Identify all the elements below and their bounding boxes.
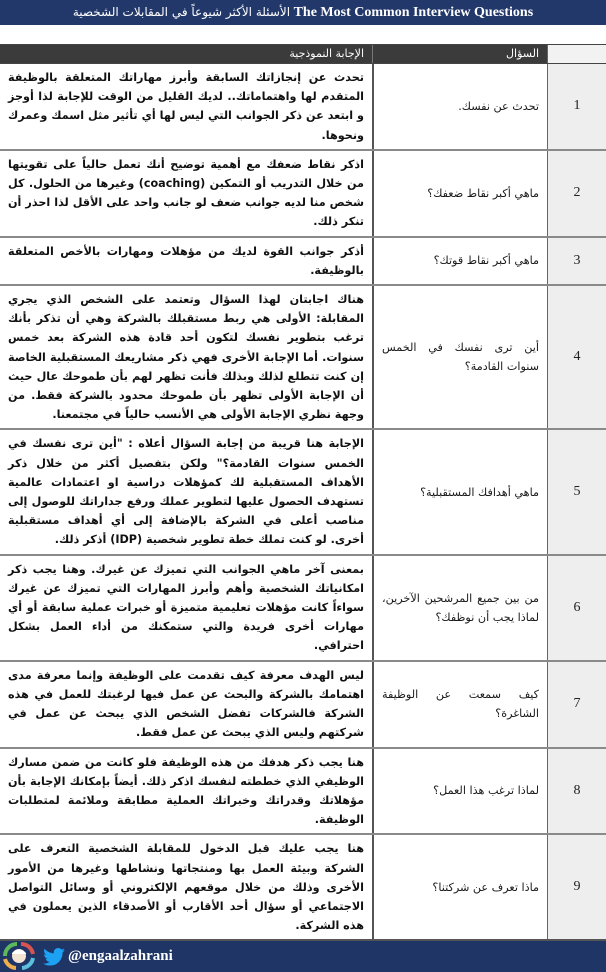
row-answer	[0, 430, 372, 553]
question-text: تحدث عن نفسك.	[458, 99, 539, 113]
row-answer	[0, 151, 372, 236]
table-row	[0, 151, 606, 238]
row-number: 4	[547, 286, 606, 428]
table-header-row	[0, 45, 606, 64]
row-number: 1	[547, 64, 606, 149]
header-question	[372, 45, 547, 63]
row-answer	[0, 238, 372, 284]
row-question	[372, 749, 547, 834]
row-number: 7	[547, 662, 606, 747]
row-number: 6	[547, 556, 606, 660]
question-text: ماهي أهدافك المستقبلية؟	[420, 485, 539, 499]
table-row	[0, 64, 606, 151]
answer-text: تحدث عن إنجازاتك السابقة وأبرز مهاراتك المتعلقة بالوظيفة المتقدم لها واهتماماتك.. لديك القليل من الوقت للإجابة لذا أوجز و ابتعد عن ذكر الجوانب التي ليس لها أي تأثير مثل اسمك وعمرك ونحوها.	[8, 71, 364, 142]
row-question	[372, 662, 547, 747]
row-answer	[0, 835, 372, 939]
row-answer	[0, 556, 372, 660]
question-text: ماذا تعرف عن شركتنا؟	[432, 880, 539, 894]
row-question	[372, 835, 547, 939]
question-text: لماذا ترغب هذا العمل؟	[433, 784, 539, 798]
row-number: 9	[547, 835, 606, 939]
title-english: The Most Common Interview Questions	[293, 5, 534, 20]
header-number	[547, 45, 606, 63]
header-answer-label: الإجابة النموذجية	[289, 47, 364, 60]
table-row	[0, 662, 606, 749]
row-number: 5	[547, 430, 606, 553]
row-question	[372, 430, 547, 553]
answer-text: هنا يجب ذكر هدفك من هذه الوظيفة فلو كانت من ضمن مسارك الوظيفي الذي خططته لنفسك اذكر ذلك. أيضاً بإمكانك الإجابة بأن مؤهلاتك وقدراتك وخبراتك العملية مطابقة وملائمة لمتطلبات الوظيفة.	[8, 755, 364, 827]
question-text: كيف سمعت عن الوظيفة الشاغرة؟	[382, 688, 539, 721]
row-answer	[0, 286, 372, 428]
header-answer	[0, 45, 372, 63]
question-text: ماهي أكبر نقاط قوتك؟	[433, 254, 539, 268]
twitter-bird-icon	[43, 948, 65, 966]
row-answer	[0, 64, 372, 149]
table-row	[0, 430, 606, 555]
answer-text: اذكر نقاط ضعفك مع أهمية توضيح أنك تعمل حالياً على تقويتها من خلال التدريب أو التمكين (coaching) وغيرها من الحلول. كل شخص منا لديه جوانب ضعف لو جانب واحد على الأقل لذا احذر أن تنكر ذلك.	[8, 157, 364, 229]
page-title	[0, 0, 606, 25]
row-answer	[0, 749, 372, 834]
row-answer	[0, 662, 372, 747]
table-row	[0, 749, 606, 836]
row-question	[372, 286, 547, 428]
table-row	[0, 238, 606, 286]
footer-wrap	[0, 939, 606, 972]
row-number: 3	[547, 238, 606, 284]
question-text: من بين جميع المرشحين الآخرين، لماذا يجب أن نوظفك؟	[382, 591, 539, 624]
answer-text: أذكر جوانب القوة لديك من مؤهلات ومهارات بالأخص المتعلقة بالوظيفة.	[8, 244, 364, 277]
answer-text: هناك اجابتان لهذا السؤال وتعتمد على الشخص الذي يجري المقابلة: الأولى هي ربط مستقبلك بالشركة وهي أن تذكر بأنك ترغب بتطوير نفسك لتكون أحد قادة هذه الشركة بعد خمس سنوات. أما الإجابة الأخرى فهي ذكر مشاريعك المستقبلية الخاصة إن كنت تتطلع لذلك وبذلك فأنت تظهر لهم بأن طموحك عال حيث أن الإجابة الأولى تظهر بأن طموحك محدود بالشركة فقط. من وجهة نظري الإجابة الأولى هي الأنسب حالياً في مجتمعنا.	[8, 293, 364, 422]
row-question	[372, 64, 547, 149]
row-number: 8	[547, 749, 606, 834]
table-row	[0, 286, 606, 430]
answer-text: ليس الهدف معرفة كيف تقدمت على الوظيفة وإنما معرفة مدى اهتمامك بالشركة والبحث عن عمل فيها لرغبتك للعمل في هذه الشركة فالشركات تفضل الشخص الذي يبحث عن عمل في شركتهم وليس الذي يبحث عن عمل فقط.	[8, 668, 364, 740]
question-text: أين ترى نفسك في الخمس سنوات القادمة؟	[382, 341, 539, 374]
row-number: 2	[547, 151, 606, 236]
table-row	[0, 835, 606, 939]
header-question-label: السؤال	[506, 47, 539, 60]
title-spacer	[0, 25, 606, 44]
answer-text: بمعنى آخر ماهي الجوانب التي تميزك عن غيرك. وهنا يجب ذكر امكانياتك الشخصية وأهم وأبرز المهارات التي تميزك عن غيرك سواءاً كانت مؤهلات تعليمية متميزة أو خبرات عملية سابقة أو أي مهارات أخرى فريدة والتي ستمكنك من أداء العمل بشكل احترافي.	[8, 562, 364, 653]
table-row	[0, 556, 606, 662]
title-arabic: الأسئلة الأكثر شيوعاً في المقابلات الشخصية	[72, 5, 291, 19]
answer-text: هنا يجب عليك قبل الدخول للمقابلة الشخصية التعرف على الشركة وبيئة العمل بها ومنتجاتها ونشاطها وغيرها من الأمور الأخرى وذلك من خلال موقعهم الإلكتروني أو وسائل التواصل الاجتماعي أو سؤال أحد الأقارب أو الأصدقاء الذين يعملون في هذه الشركة.	[8, 842, 364, 933]
answer-text: الإجابة هنا قريبة من إجابة السؤال أعلاه : "أين ترى نفسك في الخمس سنوات القادمة؟" ولكن بتفصيل أكثر من خلال ذكر الأهداف المستقبلية لك كمؤهلات دراسية او اعتمادات عالمية تستهدف الحصول عليها لتطوير عملك ورفع جداراتك للوصول إلى مناصب أعلى في الشركة بالإضافة إلى أي أهداف مستقبلية أخرى. لو كنت تملك خطة تطوير شخصية (IDP) أذكر ذلك.	[8, 437, 364, 547]
author-avatar-logo	[0, 939, 40, 972]
interview-questions-table	[0, 44, 606, 939]
twitter-handle[interactable]: @engaalzahrani	[68, 948, 173, 965]
footer-bar	[0, 939, 606, 972]
row-question	[372, 556, 547, 660]
row-question	[372, 238, 547, 284]
row-question	[372, 151, 547, 236]
question-text: ماهي أكبر نقاط ضعفك؟	[427, 186, 539, 200]
